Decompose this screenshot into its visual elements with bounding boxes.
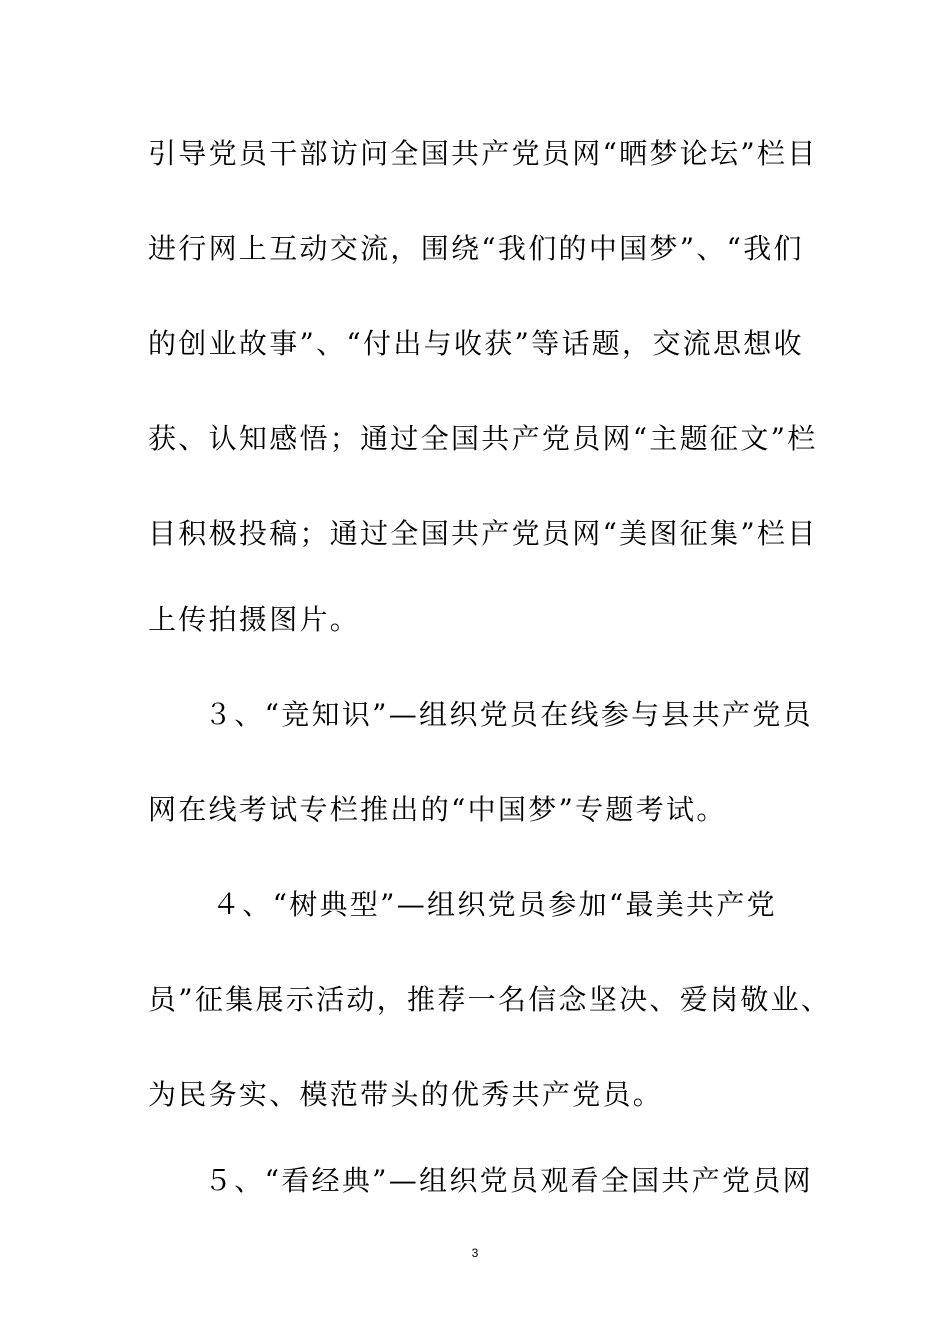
text-line: 的创业故事”、“付出与收获”等话题，交流思想收: [148, 327, 804, 360]
text-line: 目积极投稿；通过全国共产党员网“美图征集”栏目: [148, 517, 818, 550]
paragraph-5-start: ５、“看经典”—组织党员观看全国共产党员网: [204, 1164, 813, 1197]
text-line: 获、认知感悟；通过全国共产党员网“主题征文”栏: [148, 422, 818, 455]
page-number: 3: [471, 1246, 479, 1260]
text-line: 网在线考试专栏推出的“中国梦”专题考试。: [148, 793, 727, 826]
paragraph-4-start: ４、“树典型”—组织党员参加“最美共产党: [212, 888, 777, 921]
paragraph-3-start: ３、“竞知识”—组织党员在线参与县共产党员: [204, 698, 813, 731]
text-line: 员”征集展示活动，推荐一名信念坚决、爱岗敬业、: [148, 983, 832, 1016]
text-line: 进行网上互动交流，围绕“我们的中国梦”、“我们: [148, 232, 804, 265]
text-line: 上传拍摄图片。: [148, 603, 361, 636]
text-line: 引导党员干部访问全国共产党员网“晒梦论坛”栏目: [148, 137, 818, 170]
text-line: 为民务实、模范带头的优秀共产党员。: [148, 1078, 664, 1111]
